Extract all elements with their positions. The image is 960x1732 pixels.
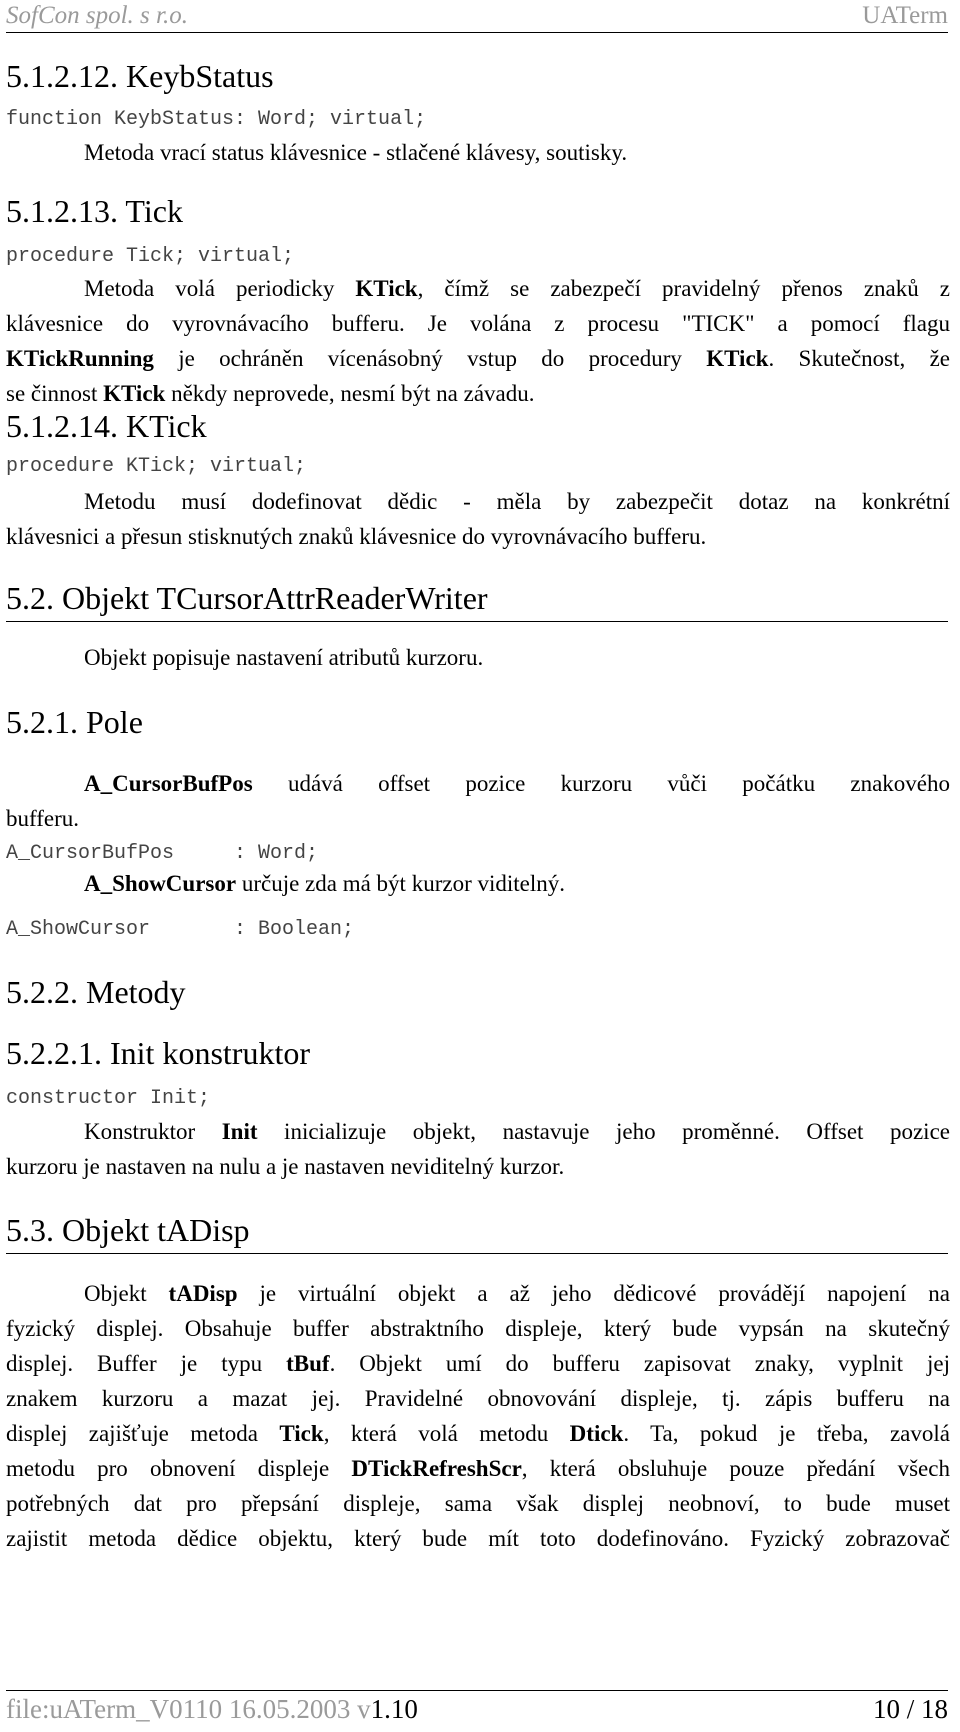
paragraph-ktick <box>6 484 950 554</box>
code-cursorbufpos: A_CursorBufPos : Word; <box>6 842 319 865</box>
paragraph-line: znakem kurzoru a mazat jej. Pravidelné obnovování displeje, tj. zápis bufferu na <box>6 1386 950 1411</box>
heading-pole: 5.2.1. Pole <box>6 704 143 740</box>
code-ktick: procedure KTick; virtual; <box>6 455 307 478</box>
heading-keybstatus: 5.1.2.12. KeybStatus <box>6 58 274 94</box>
paragraph-line: Konstruktor Init inicializuje objekt, nastavuje jeho proměnné. Offset pozice <box>84 1119 950 1144</box>
code-showcursor: A_ShowCursor : Boolean; <box>6 918 355 941</box>
paragraph-cursorbufpos <box>6 766 950 836</box>
paragraph-line: klávesnice do vyrovnávacího bufferu. Je volána z procesu "TICK" a pomocí flagu <box>6 311 950 336</box>
paragraph-line: Metodu musí dodefinovat dědic - měla by zabezpečit dotaz na konkrétní <box>84 489 950 514</box>
heading-init: 5.2.2.1. Init konstruktor <box>6 1035 310 1071</box>
paragraph-line: zajistit metoda dědice objektu, který bude mít toto dodefinováno. Fyzický zobrazovač <box>6 1526 950 1551</box>
desc-keybstatus: Metoda vrací status klávesnice - stlačené klávesy, soutisky. <box>84 140 628 165</box>
heading-tadisp: 5.3. Objekt tADisp <box>6 1212 948 1254</box>
code-keybstatus: function KeybStatus: Word; virtual; <box>6 108 427 131</box>
company-name: SofCon spol. s r.o. <box>6 2 188 29</box>
heading-metody: 5.2.2. Metody <box>6 974 186 1010</box>
desc-showcursor: A_ShowCursor určuje zda má být kurzor viditelný. <box>84 871 565 896</box>
paragraph-init <box>6 1114 950 1184</box>
paragraph-line: fyzický displej. Obsahuje buffer abstraktního displeje, který bude vypsán na skutečný <box>6 1316 950 1341</box>
product-name: UATerm <box>862 2 948 29</box>
paragraph-line: Objekt tADisp je virtuální objekt a až jeho dědicové provádějí napojení na <box>84 1281 950 1306</box>
paragraph-line: kurzoru je nastaven na nulu a je nastaven neviditelný kurzor. <box>6 1154 565 1179</box>
paragraph-tick <box>6 271 950 411</box>
page-footer <box>6 1690 948 1731</box>
heading-tick: 5.1.2.13. Tick <box>6 193 183 229</box>
paragraph-line: KTickRunning je ochráněn vícenásobný vstup do procedury KTick. Skutečnost, že <box>6 346 951 371</box>
page-header <box>6 0 948 33</box>
heading-tcursorattr: 5.2. Objekt TCursorAttrReaderWriter <box>6 580 948 622</box>
paragraph-line: displej zajišťuje metoda Tick, která volá metodu Dtick. Ta, pokud je třeba, zavolá <box>6 1421 950 1446</box>
code-tick: procedure Tick; virtual; <box>6 245 295 268</box>
footer-file-info: file:uATerm_V0110 16.05.2003 v1.10 <box>6 1694 418 1724</box>
paragraph-tadisp <box>6 1276 950 1556</box>
paragraph-line: bufferu. <box>6 806 80 831</box>
paragraph-line: potřebných dat pro přepsání displeje, sama však displej neobnoví, to bude muset <box>6 1491 950 1516</box>
code-init: constructor Init; <box>6 1087 211 1110</box>
desc-tcursorattr: Objekt popisuje nastavení atributů kurzoru. <box>84 645 484 670</box>
paragraph-line: se činnost KTick někdy neprovede, nesmí být na závadu. <box>6 381 535 406</box>
paragraph-line: A_CursorBufPos udává offset pozice kurzoru vůči počátku znakového <box>84 771 950 796</box>
heading-ktick: 5.1.2.14. KTick <box>6 408 207 444</box>
paragraph-line: displej. Buffer je typu tBuf. Objekt umí do bufferu zapisovat znaky, vyplnit jej <box>6 1351 950 1376</box>
page-number: 10 / 18 <box>872 1694 948 1724</box>
paragraph-line: metodu pro obnovení displeje DTickRefreshScr, která obsluhuje pouze předání všech <box>6 1456 950 1481</box>
paragraph-line: Metoda volá periodicky KTick, čímž se zabezpečí pravidelný přenos znaků z <box>84 276 950 301</box>
paragraph-line: klávesnici a přesun stisknutých znaků klávesnice do vyrovnávacího bufferu. <box>6 524 707 549</box>
